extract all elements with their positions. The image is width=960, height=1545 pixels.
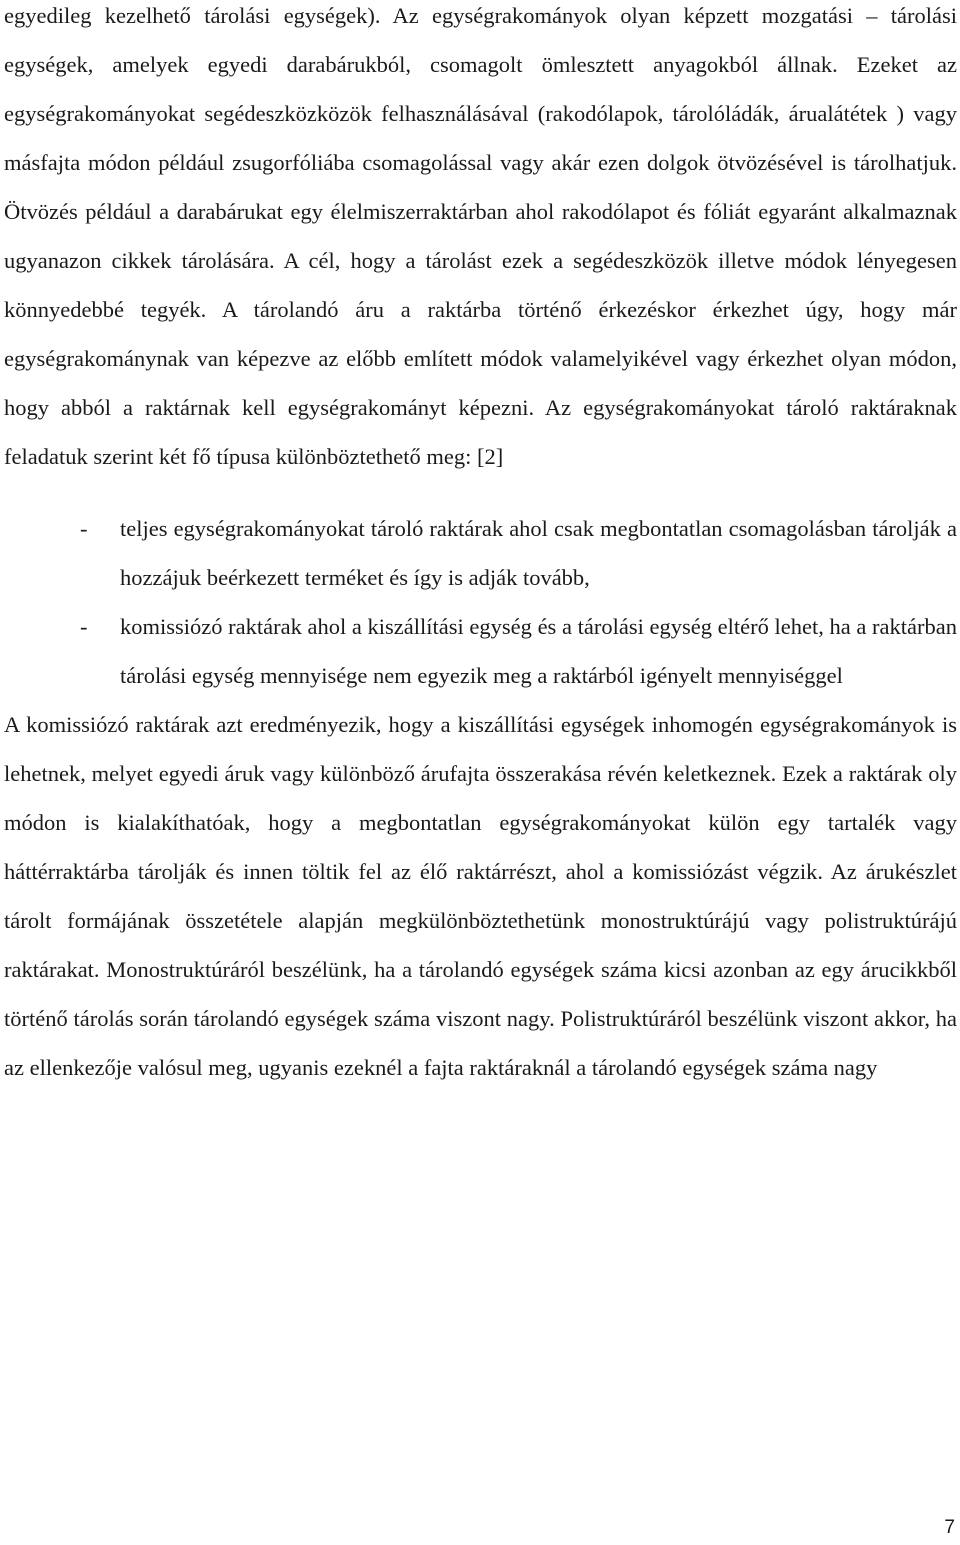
list-item-text: komissiózó raktárak ahol a kiszállítási egység és a tárolási egység eltérő lehet, ha a raktárban tárolási egység mennyisége nem egyezik meg a raktárból igényelt mennyiséggel	[120, 614, 957, 688]
document-page	[4, 0, 957, 1092]
storage-types-list	[4, 504, 957, 700]
list-bullet: -	[80, 516, 88, 541]
list-item	[4, 504, 957, 602]
list-item	[4, 602, 957, 700]
list-bullet: -	[80, 614, 88, 639]
page-number: 7	[944, 1517, 955, 1538]
body-paragraph: egyedileg kezelhető tárolási egységek). Az egységrakományok olyan képzett mozgatási – tárolási egységek, amelyek egyedi darabárukból, csomagolt ömlesztett anyagokból állnak. Ezeket az egységrakományokat segédeszközközök felhasználásával (rakodólapok, tárolóládák, árualátétek ) vagy másfajta módon például zsugorfóliába csomagolással vagy akár ezen dolgok ötvözésével is tárolhatjuk. Ötvözés például a darabárukat egy élelmiszerraktárban ahol rakodólapot és fóliát egyaránt alkalmaznak ugyanazon cikkek tárolására. A cél, hogy a tárolást ezek a segédeszközök illetve módok lényegesen könnyedebbé tegyék. A tárolandó áru a raktárba történő érkezéskor érkezhet úgy, hogy már egységrakománynak van képezve az előbb említett módok valamelyikével vagy érkezhet olyan módon, hogy abból a raktárnak kell egységrakományt képezni. Az egységrakományokat tároló raktáraknak feladatuk szerint két fő típusa különböztethető meg: [2]	[4, 3, 957, 469]
body-paragraph: A komissiózó raktárak azt eredményezik, hogy a kiszállítási egységek inhomogén egységrakományok is lehetnek, melyet egyedi áruk vagy különböző árufajta összerakása révén keletkeznek. Ezek a raktárak oly módon is kialakíthatóak, hogy a megbontatlan egységrakományokat külön egy tartalék vagy háttérraktárba tárolják és innen töltik fel az élő raktárrészt, ahol a komissiózást végzik. Az árukészlet tárolt formájának összetétele alapján megkülönböztethetünk monostruktúrájú vagy polistruktúrájú raktárakat. Monostruktúráról beszélünk, ha a tárolandó egységek száma kicsi azonban az egy árucikkből történő tárolás során tárolandó egységek száma viszont nagy. Polistruktúráról beszélünk viszont akkor, ha az ellenkezője valósul meg, ugyanis ezeknél a fajta raktáraknál a tárolandó egységek száma nagy	[4, 712, 957, 1080]
list-item-text: teljes egységrakományokat tároló raktárak ahol csak megbontatlan csomagolásban tárolják a hozzájuk beérkezett terméket és így is adják tovább,	[120, 516, 957, 590]
